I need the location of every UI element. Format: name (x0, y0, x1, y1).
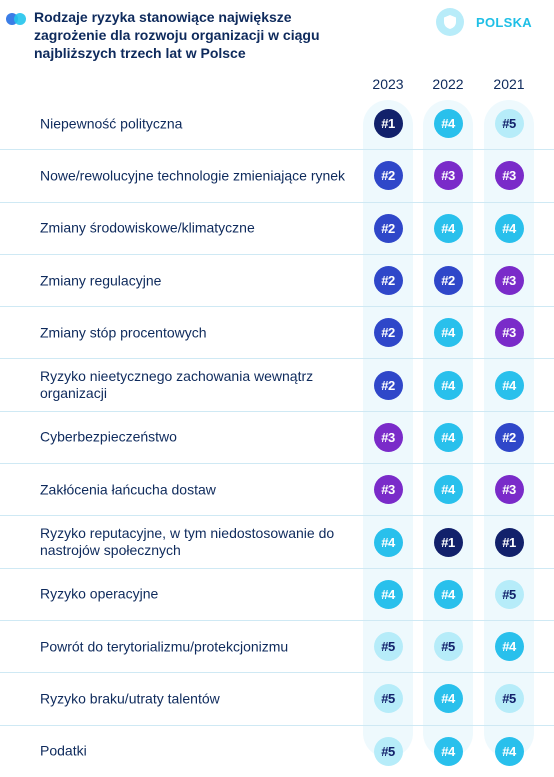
risk-table (0, 98, 554, 777)
rank-badge-2023: #3 (374, 423, 403, 452)
rank-badge-2021: #3 (495, 318, 524, 347)
rank-badge-2022: #1 (434, 528, 463, 557)
rank-badge-2022: #5 (434, 632, 463, 661)
country-indicator (436, 8, 532, 36)
rank-badge-2021: #3 (495, 475, 524, 504)
risk-label: Zmiany środowiskowe/klimatyczne (40, 219, 255, 236)
rank-badge-2023: #2 (374, 266, 403, 295)
rank-badge-2023: #2 (374, 318, 403, 347)
rank-badge-2021: #4 (495, 737, 524, 766)
rank-badge-2022: #4 (434, 318, 463, 347)
risk-label: Niepewność polityczna (40, 115, 183, 132)
rank-badge-2022: #4 (434, 737, 463, 766)
risk-label: Ryzyko reputacyjne, w tym niedostosowanie do nastrojów społecznych (40, 525, 335, 559)
rank-badge-2021: #2 (495, 423, 524, 452)
rank-badge-2021: #3 (495, 161, 524, 190)
risk-label: Ryzyko braku/utraty talentów (40, 690, 220, 707)
rank-badge-2023: #5 (374, 684, 403, 713)
table-row (0, 98, 554, 149)
rank-badge-2022: #4 (434, 475, 463, 504)
rank-badge-2022: #3 (434, 161, 463, 190)
table-row (0, 149, 554, 201)
risk-label: Zakłócenia łańcucha dostaw (40, 481, 216, 498)
rank-badge-2021: #5 (495, 684, 524, 713)
risk-label: Powrót do terytorializmu/protekcjonizmu (40, 638, 289, 655)
rank-badge-2023: #2 (374, 161, 403, 190)
table-row (0, 306, 554, 358)
rank-badge-2021: #5 (495, 580, 524, 609)
dots-logo-icon (6, 10, 32, 26)
rank-badge-2023: #4 (374, 528, 403, 557)
rank-badge-2022: #4 (434, 423, 463, 452)
rank-badge-2021: #4 (495, 632, 524, 661)
risk-label: Ryzyko nieetycznego zachowania wewnątrz organizacji (40, 368, 314, 402)
risk-label: Ryzyko operacyjne (40, 585, 159, 602)
year-2021: 2021 (493, 76, 525, 92)
table-row (0, 358, 554, 410)
rank-badge-2022: #4 (434, 580, 463, 609)
table-row (0, 411, 554, 463)
rank-badge-2021: #1 (495, 528, 524, 557)
rank-badge-2023: #4 (374, 580, 403, 609)
rank-badge-2023: #5 (374, 632, 403, 661)
shield-icon (436, 8, 464, 36)
risk-label: Zmiany regulacyjne (40, 272, 162, 289)
rank-badge-2022: #4 (434, 109, 463, 138)
rank-badge-2021: #4 (495, 371, 524, 400)
rank-badge-2023: #2 (374, 371, 403, 400)
risk-label: Podatki (40, 742, 87, 759)
rank-badge-2022: #2 (434, 266, 463, 295)
rank-badge-2022: #4 (434, 371, 463, 400)
page-title: Rodzaje ryzyka stanowiące największe zagrożenie dla rozwoju organizacji w ciągu najbliższych trzech lat w Polsce (34, 9, 320, 61)
year-2022: 2022 (432, 76, 464, 92)
rank-badge-2023: #3 (374, 475, 403, 504)
table-row (0, 463, 554, 515)
risk-label: Cyberbezpieczeństwo (40, 428, 177, 445)
country-label: POLSKA (476, 14, 532, 30)
rank-badge-2023: #2 (374, 214, 403, 243)
rank-badge-2023: #1 (374, 109, 403, 138)
rank-badge-2021: #3 (495, 266, 524, 295)
rank-badge-2022: #4 (434, 684, 463, 713)
table-row (0, 672, 554, 724)
table-row (0, 515, 554, 567)
table-row (0, 568, 554, 620)
rank-badge-2023: #5 (374, 737, 403, 766)
table-row (0, 725, 554, 777)
year-header (0, 76, 554, 96)
rank-badge-2022: #4 (434, 214, 463, 243)
table-row (0, 620, 554, 672)
rank-badge-2021: #4 (495, 214, 524, 243)
year-2023: 2023 (372, 76, 404, 92)
risk-label: Zmiany stóp procentowych (40, 324, 207, 341)
table-row (0, 202, 554, 254)
table-row (0, 254, 554, 306)
rank-badge-2021: #5 (495, 109, 524, 138)
risk-label: Nowe/rewolucyjne technologie zmieniające rynek (40, 167, 346, 184)
